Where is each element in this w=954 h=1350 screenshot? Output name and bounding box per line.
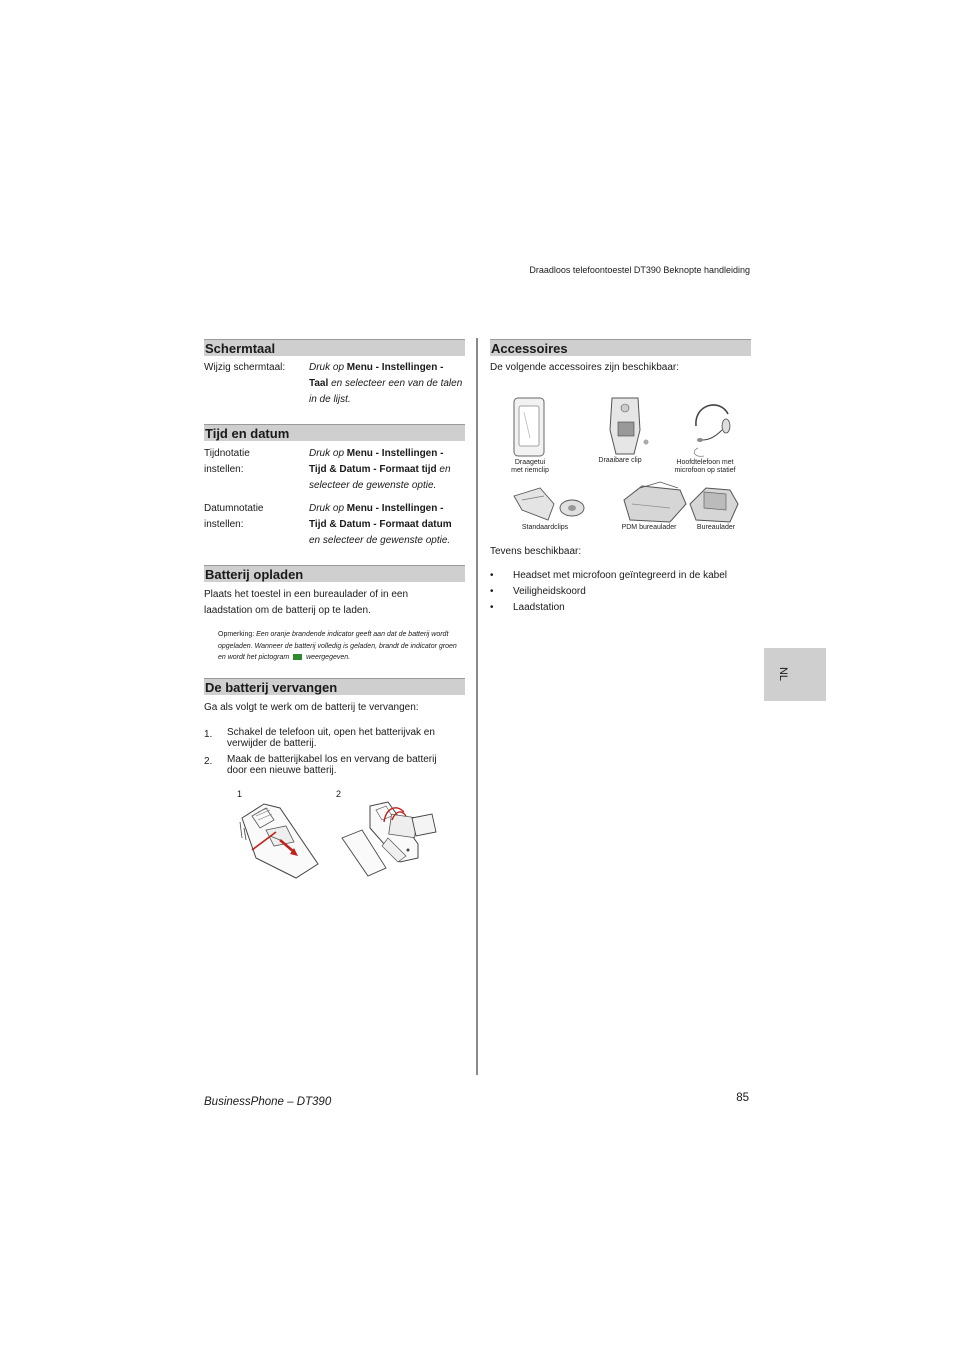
schermtaal-label: Wijzig schermtaal: (204, 362, 286, 373)
instruction-rest: en selecteer een van de talen in de lijst. (309, 378, 463, 405)
accessories-list (490, 568, 752, 616)
step-number: 1. (204, 729, 213, 740)
menu-item: Tijd & Datum - Formaat tijd (309, 464, 437, 475)
caption-hoofdtelefoon (667, 459, 743, 475)
section-heading-schermtaal: Schermtaal (204, 339, 465, 356)
step-text-line-1: Maak de batterijkabel los en vervang de batterij (227, 754, 437, 765)
bullet: • (490, 602, 494, 613)
language-tab (764, 648, 826, 701)
tijdnotatie-instruction (309, 446, 467, 494)
running-header: Draadloos telefoontoestel DT390 Beknopte handleiding (529, 265, 750, 275)
menu-path: Menu - Instellingen - (346, 362, 444, 373)
caption-pdm-bureaulader: PDM bureaulader (621, 524, 677, 531)
column-divider (476, 338, 478, 1075)
druk-op-text: Druk op (309, 503, 345, 514)
step-text-line-2: door een nieuwe batterij. (227, 765, 337, 776)
caption-draagetui (505, 459, 555, 475)
batterij-vervangen-intro: Ga als volgt te werk om de batterij te vervangen: (204, 702, 419, 713)
footer-product: BusinessPhone – DT390 (204, 1096, 332, 1108)
step-text-line-2: verwijder de batterij. (227, 738, 317, 749)
note-line-3a: en wordt het pictogram (218, 654, 290, 661)
schermtaal-instruction (309, 360, 467, 408)
caption-draagetui-line-1: Draagetui (514, 459, 546, 466)
caption-bureaulader: Bureaulader (696, 524, 736, 531)
opmerking-note (218, 629, 468, 664)
datumnotatie-label (204, 501, 263, 533)
list-item-text: Laadstation (513, 602, 565, 613)
batterij-opladen-line-1: Plaats het toestel in een bureaulader of in een (204, 589, 409, 600)
figure-label-1: 1 (237, 789, 243, 799)
bullet: • (490, 586, 494, 597)
batterij-opladen-line-2: laadstation om de batterij op te laden. (204, 605, 371, 616)
figure-label-2: 2 (336, 789, 342, 799)
menu-path: Menu - Instellingen - (346, 448, 444, 459)
batterij-opladen-text (204, 587, 408, 619)
list-item (490, 584, 752, 600)
list-item (490, 568, 752, 584)
menu-item: Tijd & Datum - Formaat datum (309, 519, 452, 530)
tijdnotatie-label-line-1: Tijdnotatie (204, 448, 250, 459)
instruction-rest-line: selecteer de gewenste optie. (309, 480, 437, 491)
instruction-rest-line: en selecteer de gewenste optie. (309, 535, 451, 546)
page-number: 85 (736, 1092, 749, 1104)
section-heading-accessoires: Accessoires (490, 339, 751, 356)
battery-full-icon (293, 654, 302, 660)
datumnotatie-instruction (309, 501, 467, 549)
note-label: Opmerking: (218, 631, 255, 638)
section-heading-tijd-en-datum: Tijd en datum (204, 424, 465, 441)
steps-list (204, 727, 466, 781)
caption-standaardclips: Standaardclips (521, 524, 569, 531)
battery-open-illustration (236, 798, 326, 880)
tijdnotatie-label-line-2: instellen: (204, 464, 244, 475)
list-item-text: Veiligheidskoord (513, 586, 586, 597)
instruction-rest: en (439, 464, 451, 475)
list-item (204, 754, 466, 781)
menu-item: Taal (309, 378, 329, 389)
menu-path: Menu - Instellingen - (346, 503, 444, 514)
bullet: • (490, 570, 494, 581)
list-item (490, 600, 752, 616)
note-line-1: Een oranje brandende indicator geeft aan dat de batterij wordt (256, 631, 449, 638)
section-heading-batterij-vervangen: De batterij vervangen (204, 678, 465, 695)
caption-hoofdtelefoon-line-1: Hoofdtelefoon met (676, 459, 734, 466)
caption-draaibare-clip: Draaibare clip (598, 457, 642, 464)
druk-op-text: Druk op (309, 448, 345, 459)
step-text (227, 754, 437, 776)
tijdnotatie-label (204, 446, 250, 478)
note-line-2: opgeladen. Wanneer de batterij volledig is geladen, brandt de indicator groen (218, 642, 457, 650)
accessoires-intro: De volgende accessoires zijn beschikbaar: (490, 362, 679, 373)
section-heading-batterij-opladen: Batterij opladen (204, 565, 465, 582)
datumnotatie-label-line-1: Datumnotatie (204, 503, 264, 514)
datumnotatie-label-line-2: instellen: (204, 519, 244, 530)
druk-op-text: Druk op (309, 362, 345, 373)
caption-draagetui-line-2: met riemclip (511, 467, 549, 474)
list-item (204, 727, 466, 754)
battery-replace-illustration (340, 798, 440, 880)
tevens-label: Tevens beschikbaar: (490, 546, 582, 557)
caption-hoofdtelefoon-line-2: microfoon op statief (674, 467, 736, 474)
language-tab-label: NL (777, 666, 790, 682)
step-text-line-1: Schakel de telefoon uit, open het batterijvak en (227, 727, 435, 738)
step-text (227, 727, 435, 749)
list-item-text: Headset met microfoon geïntegreerd in de kabel (513, 570, 728, 581)
note-line-3b: weergegeven. (306, 654, 351, 661)
step-number: 2. (204, 756, 213, 767)
